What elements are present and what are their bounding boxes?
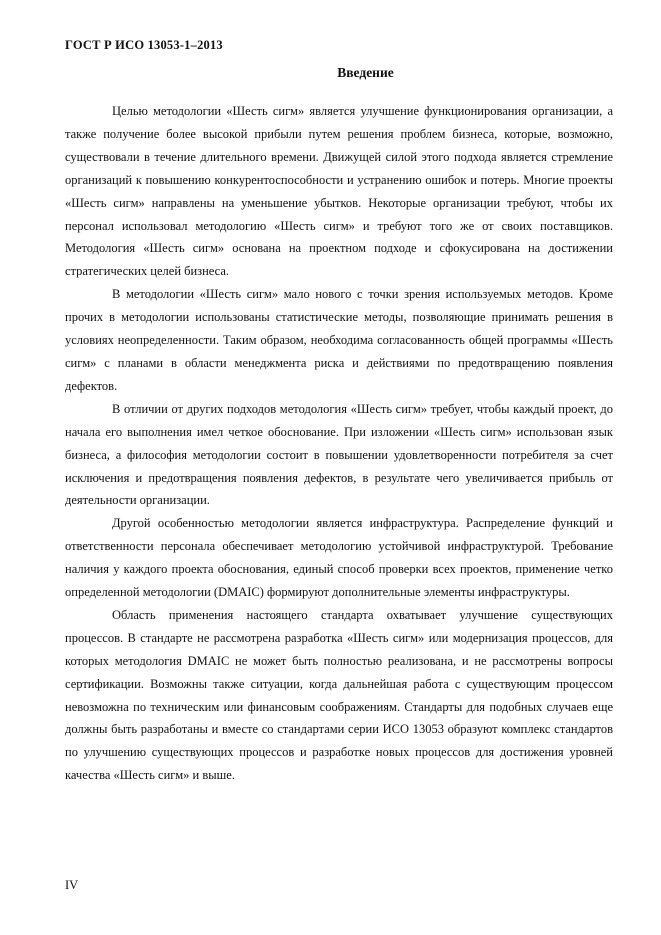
page-number: IV bbox=[65, 878, 79, 892]
paragraph-4: Другой особенностью методологии является инфраструктура. Распределение функций и ответственности персонала обеспечивает методологию устойчивой инфраструктурой. Требование наличия у каждого проекта обоснования, единый способ проверки всех проектов, применение четко определенной методологии (DMAIC) формируют дополнительные элементы инфраструктуры. bbox=[65, 516, 613, 600]
section-title: Введение bbox=[337, 65, 394, 80]
document-header: ГОСТ Р ИСО 13053-1–2013 bbox=[65, 38, 223, 52]
paragraph-3: В отличии от других подходов методология «Шесть сигм» требует, чтобы каждый проект, до начала его выполнения имел четкое обоснование. При изложении «Шесть сигм» использован язык бизнеса, а философия методологии состоит в повышении удовлетворенности потребителя за счет исключения и предотвращения появления дефектов, в результате чего увеличивается прибыль от деятельности организации. bbox=[65, 401, 613, 508]
paragraph-1: Целью методологии «Шесть сигм» является улучшение функционирования организации, а также получение более высокой прибыли путем решения проблем бизнеса, которые, возможно, существовали в течение длительного времени. Движущей силой этого подхода является стремление организаций к повышению конкурентоспособности и устранению ошибок и потерь. Многие проекты «Шесть сигм» направлены на уменьшение убытков. Некоторые организации требуют, чтобы их персонал использовал методологию «Шесть сигм» и требуют того же от своих поставщиков. Методология «Шесть сигм» основана на проектном подходе и сфокусирована на достижении стратегических целей бизнеса. bbox=[65, 104, 613, 279]
paragraph-2: В методологии «Шесть сигм» мало нового с точки зрения используемых методов. Кроме прочих в методологии использованы статистические методы, позволяющие принимать решения в условиях неопределенности. Таким образом, необходима согласованность общей программы «Шесть сигм» с планами в области менеджмента риска и действиями по предотвращению появления дефектов. bbox=[65, 287, 613, 393]
paragraph-5: Область применения настоящего стандарта охватывает улучшение существующих процессов. В стандарте не рассмотрена разработка «Шесть сигм» или модернизация процессов, для которых методология DMAIC не может быть полностью реализована, и не рассмотрены вопросы сертификации. Возможны также ситуации, когда дальнейшая работа с существующим процессом невозможна по техническим или финансовым соображениям. Стандарты для подобных случаев еще должны быть разработаны и вместе со стандартами серии ИСО 13053 образуют комплекс стандартов по улучшению существующих процессов и разработке новых процессов для достижения уровней качества «Шесть сигм» и выше. bbox=[65, 607, 613, 783]
document-body bbox=[65, 100, 613, 787]
